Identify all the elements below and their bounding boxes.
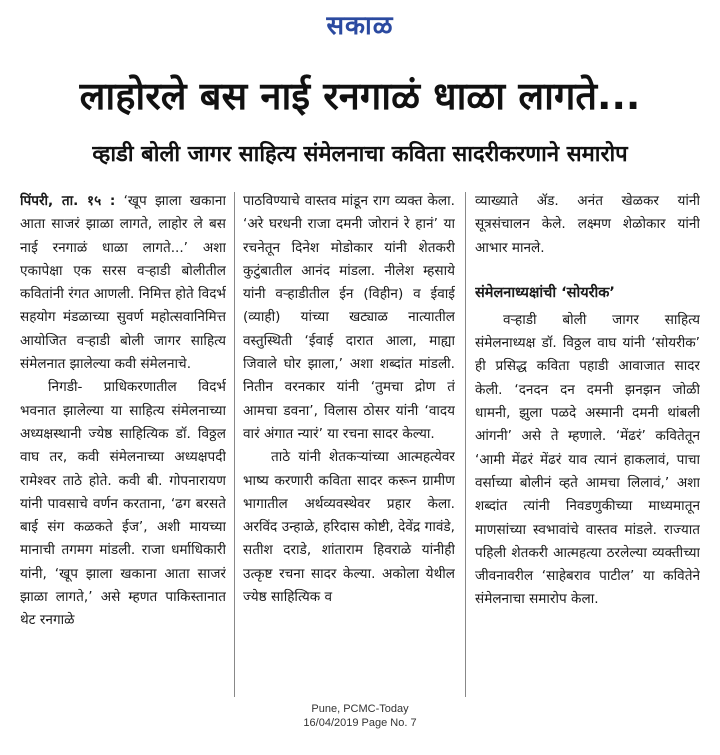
article-paragraph: निगडी- प्राधिकरणातील विदर्भ भवनात झालेल्या या साहित्य संमेलनाच्या अध्यक्षस्थानी ज्येष्ठ साहित्यिक डॉ. विठ्ठल वाघ तर, कवी संमेलनाच्या अध्यक्षपदी रामेश्वर ताठे होते. कवी बी. गोपनारायण यांनी पावसाचे वर्णन करताना, ‘ढग बरसते बाई संग कळकते ईज’, अशी मायच्या मानाची तगमग मांडली. राजा धर्माधिकारी यांनी, ‘खूप झाला खकाना आता साजरं झाळा लागते,’ असे म्हणत पाकिस्तानात थेट रनगाळे [20, 379, 226, 629]
column-divider [234, 192, 235, 697]
article-paragraph [20, 190, 226, 376]
headline: लाहोरले बस नाई रनगाळं धाळा लागते... [79, 74, 641, 118]
footer-edition: Pune, PCMC-Today [311, 703, 409, 715]
subheadline: व्हाडी बोली जागर साहित्य संमेलनाचा कविता सादरीकरणाने समारोप [92, 142, 628, 167]
article-column-3 [475, 190, 700, 710]
article-column-2 [243, 190, 455, 710]
column-divider [465, 192, 466, 697]
section-heading: संमेलनाध्यक्षांची ‘सोयरीक’ [475, 284, 615, 301]
article-text: ‘खूप झाला खकाना आता साजरं झाळा लागते, लाहोर ले बस नाई रनगाळं धाळा लागते...’ अशा एकापेक्षा एक सरस वऱ्हाडी बोलीतील कवितांनी रंगत आणली. निमित्त होते विदर्भ सहयोग मंडळाच्या सुवर्ण महोत्सवानिमित्त आयोजित वऱ्हाडी बोली जागर साहित्य संमेलनात झालेल्या कवी संमेलनाचे. [20, 193, 226, 373]
footer-date-page: 16/04/2019 Page No. 7 [303, 717, 417, 729]
article-paragraph: पाठविण्याचे वास्तव मांडून राग व्यक्त केला. ‘अरे घरधनी राजा दमनी जोरानं रे हानं’ या रचनेतून दिनेश मोडोकार यांनी शेतकरी कुटुंबातील आनंद मांडला. नीलेश म्हसाये यांनी वऱ्हाडीतील ईन (विहीन) व ईवाई (व्याही) यांच्या खट्याळ नात्यातील वस्तुस्थिती ‘ईवाई दारात आला, माह्या जिवाले घोर झाला,’ अशा शब्दांत मांडली. नितीन वरनकार यांनी ‘तुमचा द्रोण तं आमचा डवना’, विलास ठोसर यांनी ‘वादय वारं अंगात न्यारं’ या रचना सादर केल्या. [243, 193, 455, 442]
dateline: पिंपरी, ता. १५ : [20, 193, 116, 209]
page-footer [0, 702, 720, 730]
article-paragraph: ताठे यांनी शेतकऱ्यांच्या आत्महत्येवर भाष्य करणारी कविता सादर करून ग्रामीण भागातील अर्थव्यवस्थेवर प्रहार केला. अरविंद उन्हाळे, हरिदास कोष्टी, देवेंद्र गावंडे, सतीश दराडे, शांताराम हिवराळे यांनीही उत्कृष्ट रचना सादर केल्या. अकोला येथील ज्येष्ठ साहित्यिक व [243, 449, 455, 606]
article-paragraph: व्याख्याते ॲड. अनंत खेळकर यांनी सूत्रसंचालन केले. लक्ष्मण शेळोकार यांनी आभार मानले. [475, 193, 700, 256]
masthead-logo: सकाळ [326, 11, 394, 41]
article-paragraph: वऱ्हाडी बोली जागर साहित्य संमेलनाध्यक्ष डॉ. विठ्ठल वाघ यांनी ‘सोयरीक’ ही प्रसिद्ध कविता पहाडी आवाजात सादर केली. ‘दनदन दन दमनी झनझन जोळी धामनी, झुला पळदे अस्मानी दमनी थांबली आंगनी’ असे ते म्हणाले. ‘मेंढरं’ कवितेतून ‘आमी मेंढरं मेंढरं याव त्यानं हाकलावं, पाचा वर्साच्या बोलीनं व्हते आमचा लिलावं,’ अशा शब्दांत त्यांनी निवडणुकीच्या माध्यमातून माणसांच्या स्वभावांचे वास्तव मांडले. राज्यात पहिली शेतकरी आत्महत्या ठरलेल्या व्यक्तीच्या जीवनावरील ‘साहेबराव पाटील’ या कवितेने संमेलनाचा समारोप केला. [475, 311, 700, 608]
article-column-1 [20, 190, 226, 710]
